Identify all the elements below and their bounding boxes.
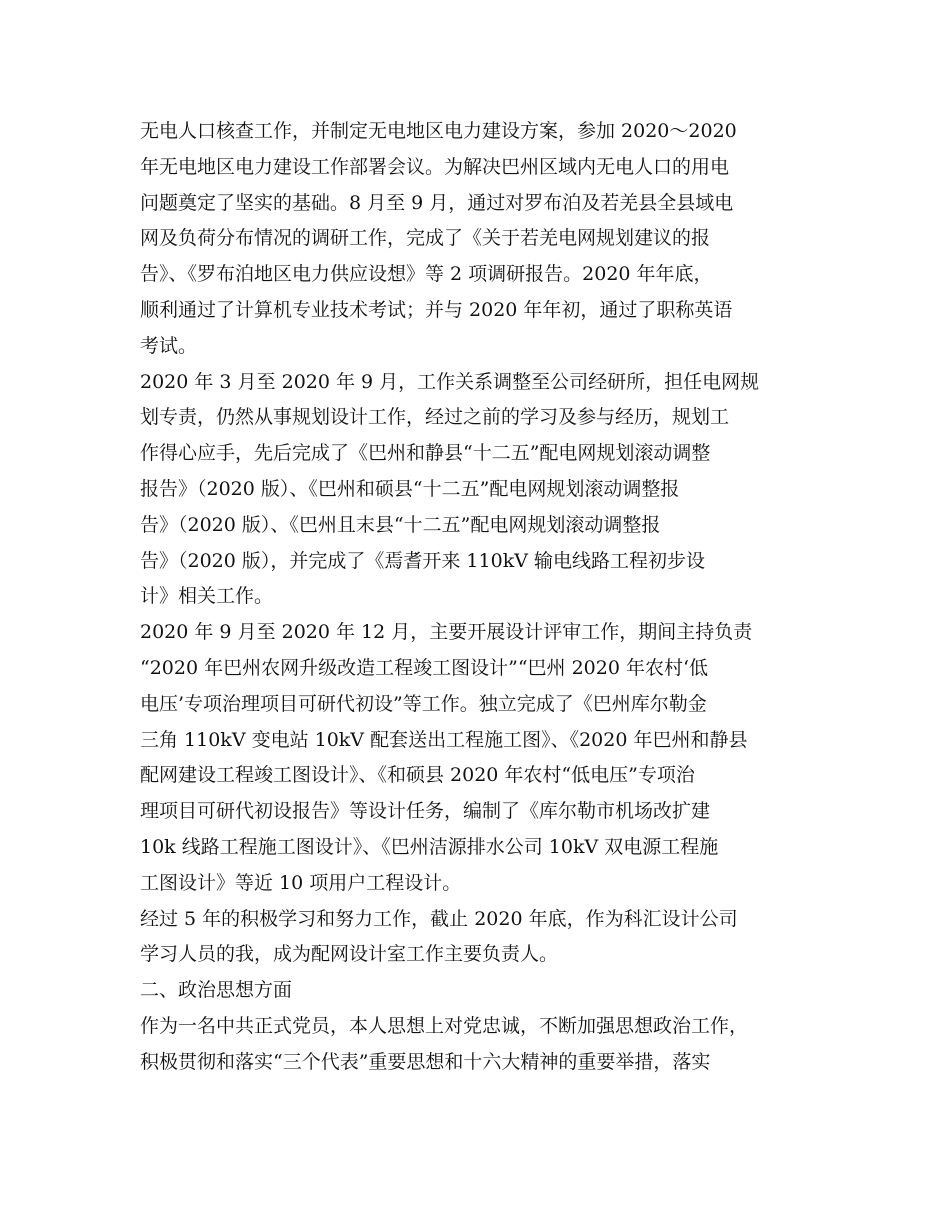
body-text bbox=[140, 114, 820, 1081]
text-line: 经过 5 年的积极学习和努力工作，截止 2020 年底，作为科汇设计公司 bbox=[140, 907, 738, 930]
text-line: 10k 线路工程施工图设计》、《巴州洁源排水公司 10kV 双电源工程施 bbox=[140, 835, 719, 858]
text-line: 学习人员的我，成为配网设计室工作主要负责人。 bbox=[140, 943, 559, 966]
text-line: 工图设计》等近 10 项用户工程设计。 bbox=[140, 871, 462, 894]
text-line: 问题奠定了坚实的基础。8 月至 9 月，通过对罗布泊及若羌县全县域电 bbox=[140, 191, 734, 214]
text-line: 2020 年 3 月至 2020 年 9 月，工作关系调整至公司经研所，担任电网规 bbox=[140, 370, 760, 393]
text-line: 配网建设工程竣工图设计》、《和硕县 2020 年农村“低电压”专项治 bbox=[140, 764, 695, 787]
text-line: 理项目可研代初设报告》等设计任务，编制了《库尔勒市机场改扩建 bbox=[140, 800, 711, 823]
text-line: 划专责，仍然从事规划设计工作，经过之前的学习及参与经历，规划工 bbox=[140, 406, 730, 429]
text-line: 2020 年 9 月至 2020 年 12 月，主要开展设计评审工作，期间主持负责 bbox=[140, 621, 753, 644]
text-line: 作为一名中共正式党员，本人思想上对党忠诚，不断加强思想政治工作， bbox=[140, 1014, 749, 1037]
text-line: 电压’专项治理项目可研代初设”等工作。独立完成了《巴州库尔勒金 bbox=[140, 692, 707, 715]
text-line: 年无电地区电力建设工作部署会议。为解决巴州区域内无电人口的用电 bbox=[140, 155, 730, 178]
text-line: 告》、《罗布泊地区电力供应设想》等 2 项调研报告。2020 年年底， bbox=[140, 263, 713, 286]
text-line: 作得心应手，先后完成了《巴州和静县“十二五”配电网规划滚动调整 bbox=[140, 442, 711, 465]
text-line: 告》（2020 版）、《巴州且末县“十二五”配电网规划滚动调整报 bbox=[140, 513, 661, 536]
text-line: 考试。 bbox=[140, 334, 198, 357]
text-line: 告》（2020 版），并完成了《焉耆开来 110kV 输电线路工程初步设 bbox=[140, 549, 705, 572]
text-line: 积极贯彻和落实“三个代表”重要思想和十六大精神的重要举措，落实 bbox=[140, 1050, 711, 1073]
section-heading: 二、政治思想方面 bbox=[140, 979, 293, 1002]
text-line: 网及负荷分布情况的调研工作，完成了《关于若羌电网规划建议的报 bbox=[140, 227, 711, 250]
text-line: 顺利通过了计算机专业技术考试；并与 2020 年年初，通过了职称英语 bbox=[140, 298, 733, 321]
text-line: “2020 年巴州农网升级改造工程竣工图设计”“巴州 2020 年农村‘低 bbox=[140, 656, 709, 679]
text-line: 三角 110kV 变电站 10kV 配套送出工程施工图》、《2020 年巴州和静县 bbox=[140, 728, 748, 751]
text-line: 计》相关工作。 bbox=[140, 585, 274, 608]
text-line: 无电人口核查工作，并制定无电地区电力建设方案，参加 2020～2020 bbox=[140, 120, 737, 142]
text-line: 报告》（2020 版）、《巴州和硕县“十二五”配电网规划滚动调整报 bbox=[140, 477, 680, 500]
